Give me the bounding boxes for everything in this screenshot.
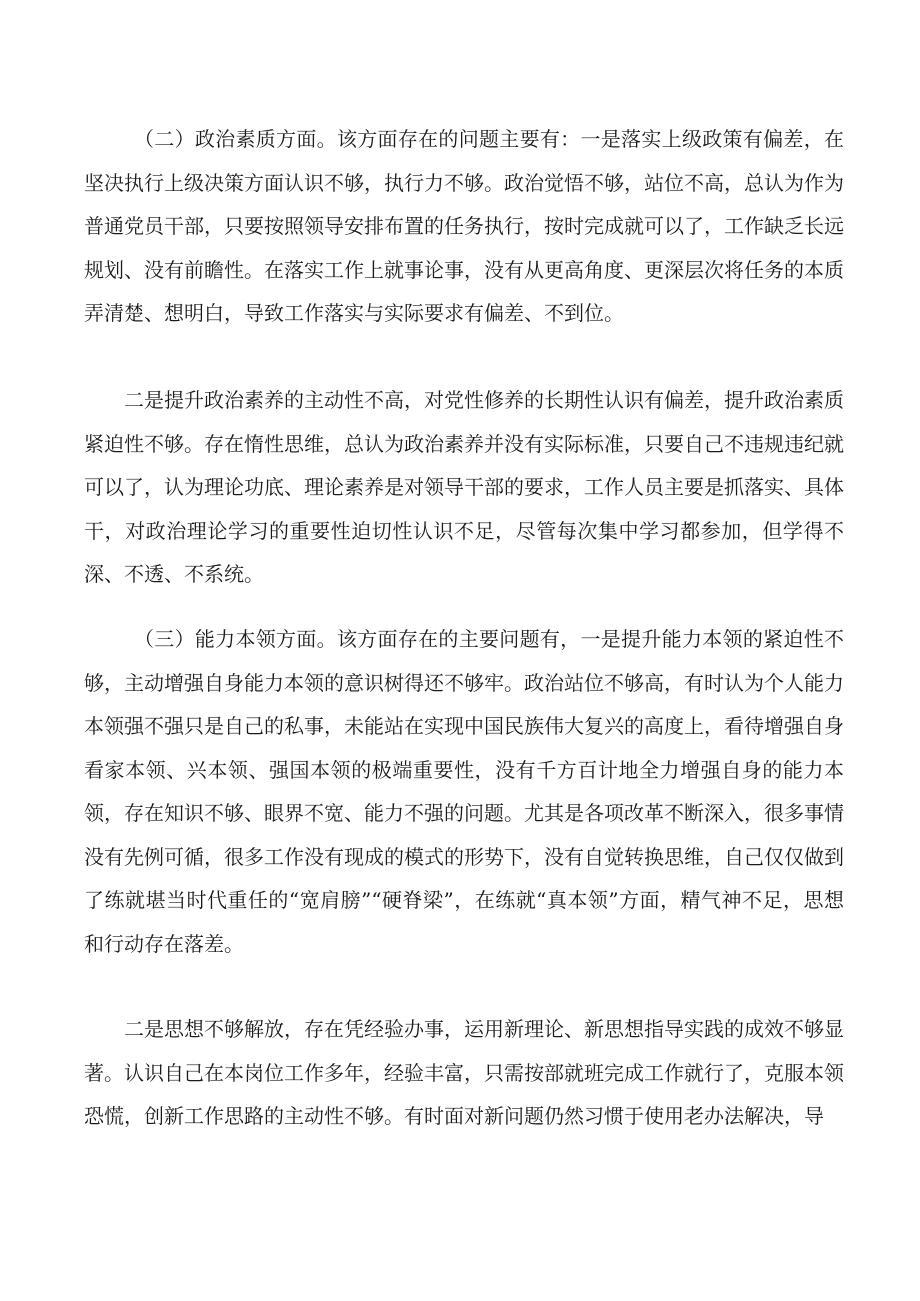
paragraph-political-quality: （二）政治素质方面。该方面存在的问题主要有：一是落实上级政策有偏差，在坚决执行上级决策方面认识不够，执行力不够。政治觉悟不够，站位不高，总认为作为普通党员干部，只要按照领导安排布置的任务执行，按时完成就可以了，工作缺乏长远规划、没有前瞻性。在落实工作上就事论事，没有从更高角度、更深层次将任务的本质弄清楚、想明白，导致工作落实与实际要求有偏差、不到位。 <box>84 127 844 325</box>
paragraph-political-literacy: 二是提升政治素养的主动性不高，对党性修养的长期性认识有偏差，提升政治素质紧迫性不够。存在惰性思维，总认为政治素养并没有实际标准，只要自己不违规违纪就可以了，认为理论功底、理论素养是对领导干部的要求，工作人员主要是抓落实、具体干，对政治理论学习的重要性迫切性认识不足，尽管每次集中学习都参加，但学得不深、不透、不系统。 <box>84 388 844 586</box>
paragraph-mindset: 二是思想不够解放，存在凭经验办事，运用新理论、新思想指导实践的成效不够显著。认识自己在本岗位工作多年，经验丰富，只需按部就班完成工作就行了，克服本领恐慌，创新工作思路的主动性不够。有时面对新问题仍然习惯于使用老办法解决，导 <box>84 1017 844 1128</box>
paragraph-ability: （三）能力本领方面。该方面存在的主要问题有，一是提升能力本领的紧迫性不够，主动增强自身能力本领的意识树得还不够牢。政治站位不够高，有时认为个人能力本领强不强只是自己的私事，未能站在实现中国民族伟大复兴的高度上，看待增强自身看家本领、兴本领、强国本领的极端重要性，没有千方百计地全力增强自身的能力本领，存在知识不够、眼界不宽、能力不强的问题。尤其是各项改革不断深入，很多事情没有先例可循，很多工作没有现成的模式的形势下，没有自觉转换思维，自己仅仅做到了练就堪当时代重任的“宽肩膀”“硬脊梁”，在练就“真本领”方面，精气神不足，思想和行动存在落差。 <box>84 627 844 956</box>
